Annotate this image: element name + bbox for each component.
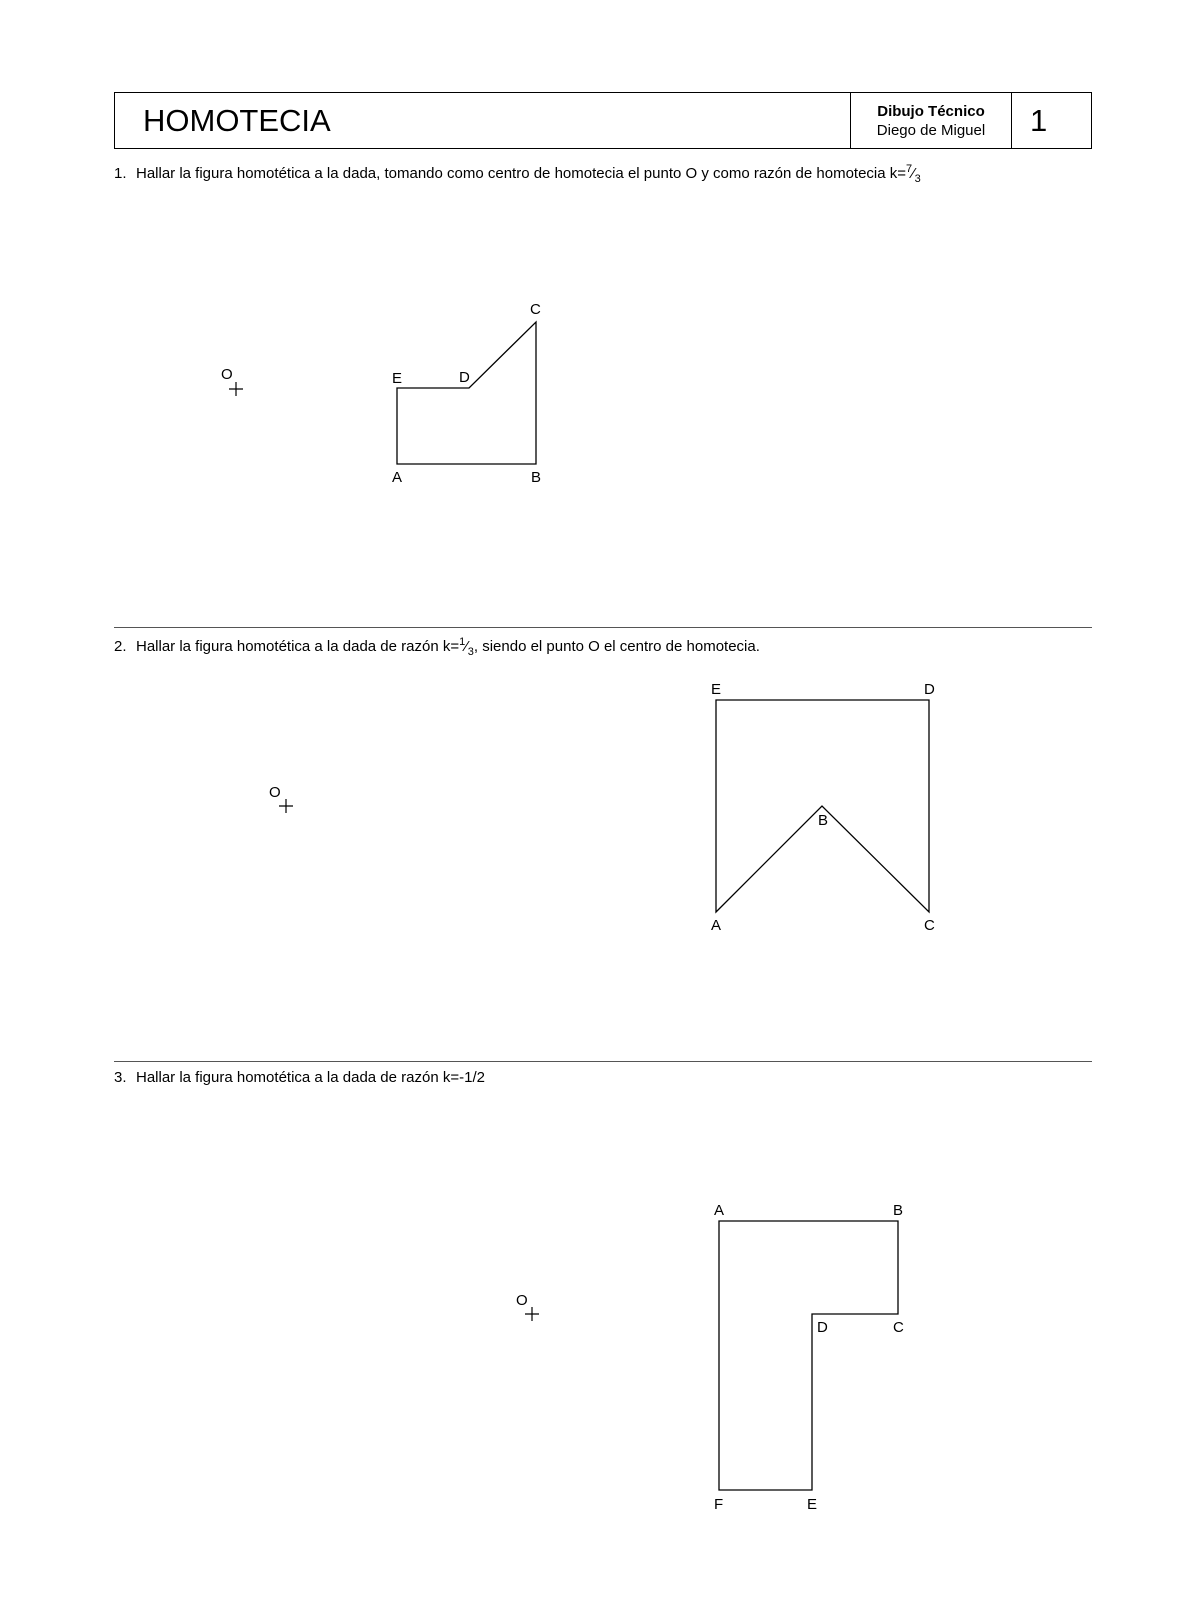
exercise-2-ratio-den: 3 bbox=[467, 646, 474, 658]
exercise-1-point-c: C bbox=[530, 301, 541, 318]
exercise-1-statement: 1. Hallar la figura homotética a la dada, tomando como centro de homotecia el punto O y como razón de homotecia $k=^7⁄_3$ bbox=[114, 163, 921, 185]
exercise-3-point-f: F bbox=[714, 1496, 724, 1513]
exercise-3-text: Hallar la figura homotética a la dada de razón k=-1/2 bbox=[136, 1069, 485, 1086]
exercise-3-number: 3. bbox=[114, 1069, 127, 1086]
exercise-3-polygon bbox=[719, 1221, 898, 1490]
subject-label: Dibujo Técnico bbox=[877, 102, 985, 120]
page-title: HOMOTECIA bbox=[115, 93, 851, 148]
exercise-1-text: Hallar la figura homotética a la dada, tomando como centro de homotecia el punto O y como razón de homotecia k= bbox=[136, 165, 907, 182]
exercise-3-point-b: B bbox=[893, 1202, 904, 1219]
exercise-1-point-a: A bbox=[392, 469, 403, 486]
exercise-2-figure bbox=[269, 681, 935, 934]
exercise-2-point-c: C bbox=[924, 917, 935, 934]
exercise-1-polygon bbox=[397, 322, 536, 464]
exercise-3-point-a: A bbox=[714, 1202, 725, 1219]
exercise-2-point-b: B bbox=[818, 812, 829, 829]
author-label: Diego de Miguel bbox=[876, 121, 986, 139]
exercise-1-ratio-num: 7 bbox=[906, 163, 913, 175]
exercise-1-point-e: E bbox=[392, 370, 403, 387]
exercise-2-number: 2. bbox=[114, 638, 127, 655]
exercise-3-center-cross bbox=[525, 1307, 539, 1321]
exercise-2-center-cross bbox=[279, 799, 293, 813]
exercise-2-text-after: , siendo el punto O el centro de homotecia. bbox=[473, 638, 760, 655]
exercise-2-text: Hallar la figura homotética a la dada de razón k= bbox=[136, 638, 460, 655]
exercise-1-figure bbox=[221, 301, 541, 486]
exercise-3-figure bbox=[516, 1202, 904, 1513]
exercise-1-center-cross bbox=[229, 382, 243, 396]
exercise-3-point-d: D bbox=[817, 1319, 828, 1336]
exercise-1-ratio-den: 3 bbox=[914, 173, 921, 185]
exercise-2-point-a: A bbox=[711, 917, 722, 934]
exercise-2-point-e: E bbox=[711, 681, 722, 698]
exercise-2-statement: 2. Hallar la figura homotética a la dada de razón $k=^1⁄_3$, siendo el punto O el centro de homotecia. bbox=[114, 636, 760, 658]
exercise-2-polygon bbox=[716, 700, 929, 912]
exercise-1-point-d: D bbox=[459, 369, 470, 386]
exercise-1-number: 1. bbox=[114, 165, 127, 182]
exercise-3-point-c: C bbox=[893, 1319, 904, 1336]
exercise-2-ratio-num: 1 bbox=[459, 636, 466, 648]
exercise-3-point-e: E bbox=[807, 1496, 818, 1513]
exercise-1-point-b: B bbox=[531, 469, 542, 486]
exercise-3-center-label: O bbox=[516, 1292, 528, 1309]
exercise-2-point-d: D bbox=[924, 681, 935, 698]
sheet-number: 1 bbox=[1030, 102, 1048, 138]
exercise-1-center-label: O bbox=[221, 366, 233, 383]
exercise-2-center-label: O bbox=[269, 784, 281, 801]
